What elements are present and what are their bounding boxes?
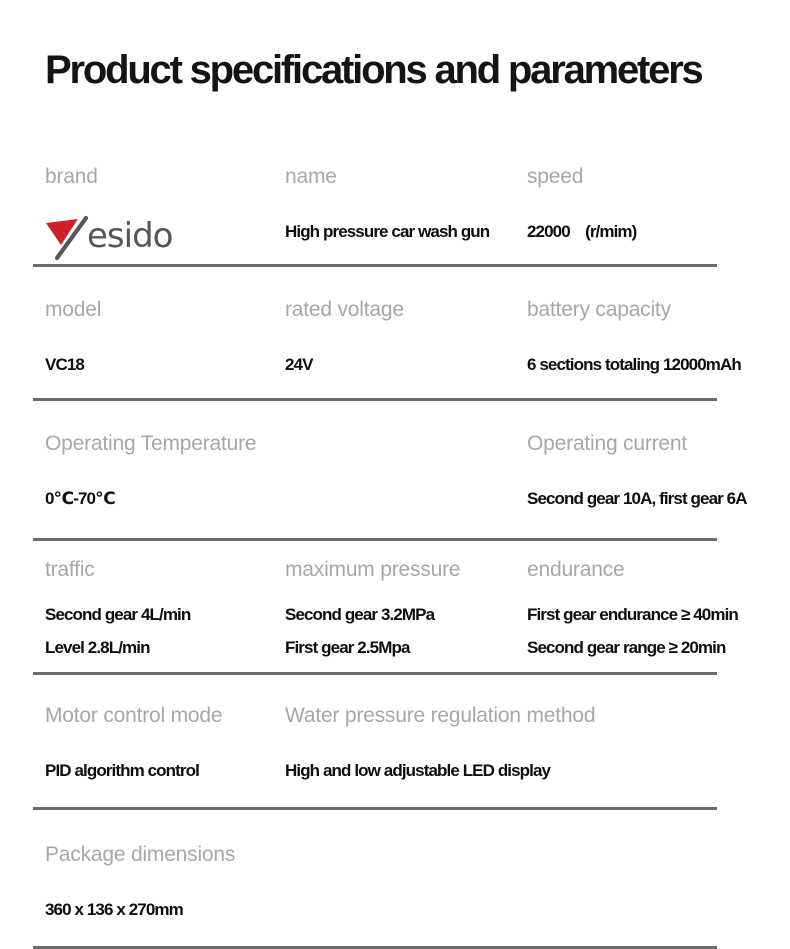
spec-value-traffic-1: Second gear 4L/min bbox=[45, 604, 191, 624]
spec-value-endurance-2: Second gear range ≥ 20min bbox=[527, 637, 726, 657]
spec-label-traffic: traffic bbox=[45, 557, 95, 581]
spec-value-endurance-1: First gear endurance ≥ 40min bbox=[527, 604, 738, 624]
spec-label-maximum-pressure: maximum pressure bbox=[285, 557, 461, 581]
spec-cell-operating-temperature bbox=[45, 431, 527, 511]
spec-cell-name bbox=[285, 164, 527, 246]
yesido-logo-text: esido bbox=[87, 215, 173, 256]
spec-label-water-pressure-regulation: Water pressure regulation method bbox=[285, 703, 596, 727]
spec-value-maximum-pressure-2: First gear 2.5Mpa bbox=[285, 637, 410, 657]
spec-label-model: model bbox=[45, 297, 102, 321]
page-title: Product specifications and parameters bbox=[45, 47, 702, 92]
spec-label-rated-voltage: rated voltage bbox=[285, 297, 404, 321]
spec-value-maximum-pressure-1: Second gear 3.2MPa bbox=[285, 604, 435, 624]
spec-row-brand bbox=[33, 120, 717, 267]
spec-cell-model bbox=[45, 297, 285, 377]
spec-cell-package-dimensions bbox=[45, 842, 717, 922]
spec-label-package-dimensions: Package dimensions bbox=[45, 842, 236, 866]
spec-cell-endurance bbox=[527, 557, 738, 660]
spec-value-traffic-2: Level 2.8L/min bbox=[45, 637, 150, 657]
spec-label-operating-temperature: Operating Temperature bbox=[45, 431, 257, 455]
spec-cell-traffic bbox=[45, 557, 285, 660]
spec-row-model bbox=[33, 267, 741, 401]
spec-row-performance bbox=[33, 541, 738, 675]
spec-row-package bbox=[33, 810, 717, 949]
spec-cell-water-pressure-regulation bbox=[285, 703, 717, 783]
spec-cell-maximum-pressure bbox=[285, 557, 527, 660]
spec-value-model: VC18 bbox=[45, 354, 84, 374]
spec-value-water-pressure-regulation: High and low adjustable LED display bbox=[285, 760, 551, 780]
yesido-logo bbox=[45, 214, 181, 260]
spec-value-operating-temperature: 0℃-70℃ bbox=[45, 488, 115, 508]
spec-value-name: High pressure car wash gun bbox=[285, 221, 490, 241]
spec-value-speed: 22000 (r/mim) bbox=[527, 221, 637, 241]
spec-cell-rated-voltage bbox=[285, 297, 527, 377]
spec-label-motor-control-mode: Motor control mode bbox=[45, 703, 223, 727]
spec-value-motor-control-mode: PID algorithm control bbox=[45, 760, 199, 780]
spec-label-battery-capacity: battery capacity bbox=[527, 297, 671, 321]
spec-cell-motor-control-mode bbox=[45, 703, 285, 783]
spec-row-operating bbox=[33, 401, 747, 541]
spec-label-brand: brand bbox=[45, 164, 98, 188]
spec-cell-speed bbox=[527, 164, 717, 246]
spec-value-rated-voltage: 24V bbox=[285, 354, 313, 374]
spec-label-endurance: endurance bbox=[527, 557, 625, 581]
spec-row-control bbox=[33, 675, 717, 810]
spec-sheet bbox=[0, 27, 790, 927]
spec-cell-operating-current bbox=[527, 431, 747, 511]
spec-label-speed: speed bbox=[527, 164, 584, 188]
spec-value-operating-current: Second gear 10A, first gear 6A bbox=[527, 488, 747, 508]
spec-cell-battery-capacity bbox=[527, 297, 741, 377]
spec-cell-brand bbox=[45, 164, 285, 256]
spec-value-battery-capacity: 6 sections totaling 12000mAh bbox=[527, 354, 741, 374]
spec-label-operating-current: Operating current bbox=[527, 431, 688, 455]
yesido-logo-triangle-icon bbox=[46, 219, 78, 245]
spec-value-package-dimensions: 360 x 136 x 270mm bbox=[45, 899, 183, 919]
spec-label-name: name bbox=[285, 164, 337, 188]
